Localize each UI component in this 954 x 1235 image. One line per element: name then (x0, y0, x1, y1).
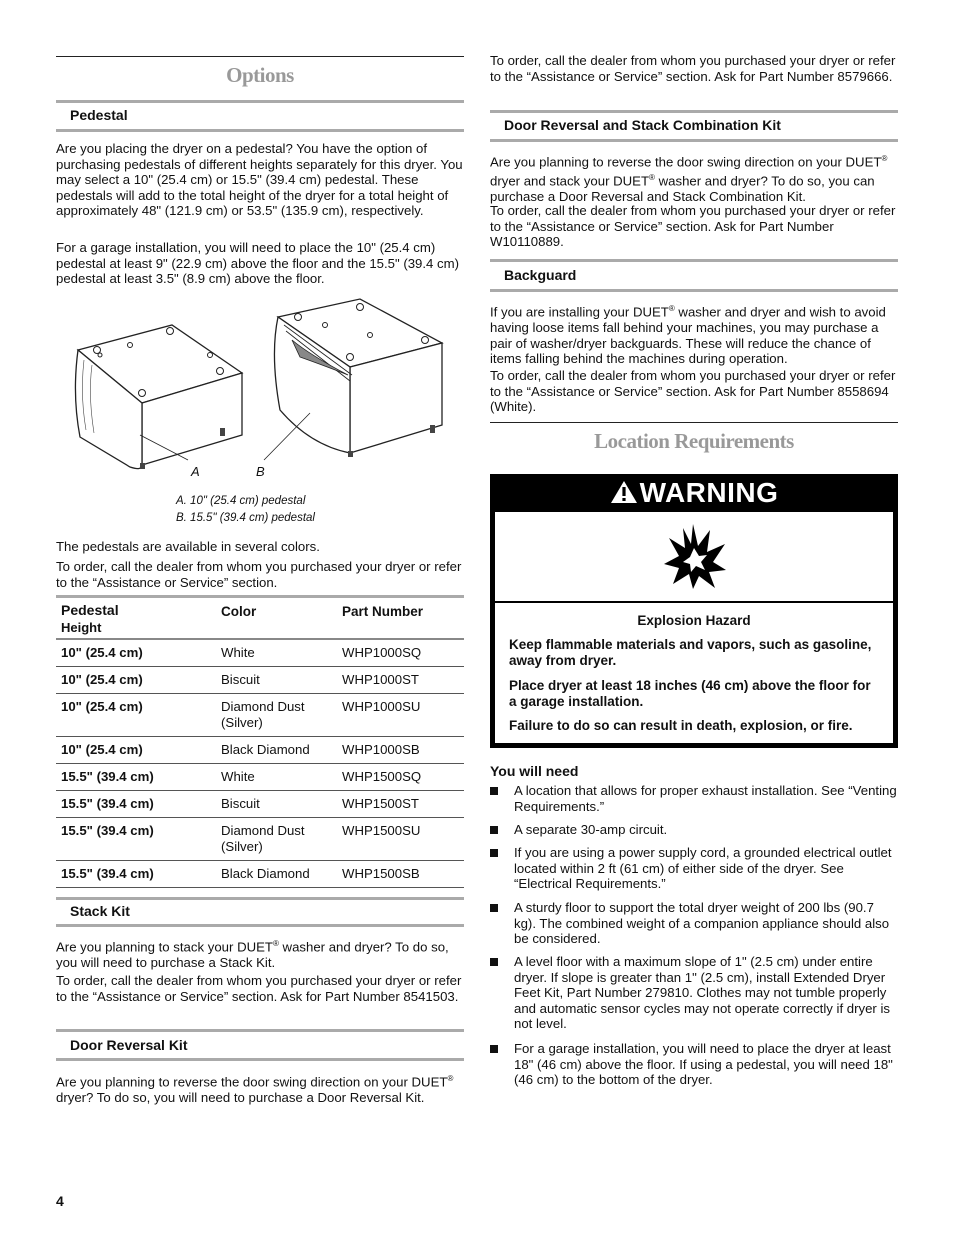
bullet-icon (490, 1045, 498, 1053)
table-row (56, 640, 464, 667)
bullet-icon (490, 826, 498, 834)
list-item-text: A sturdy floor to support the total dryer weight of 200 lbs (90.7 kg). The combined weight of a companion appliance should also be considered. (514, 900, 890, 947)
cell-color: Diamond Dust (221, 699, 305, 714)
cell-height: 15.5" (39.4 cm) (61, 866, 154, 881)
figure-caption-a: A. 10" (25.4 cm) pedestal (176, 495, 306, 507)
warning-line-2: Place dryer at least 18 inches (46 cm) above the floor for a garage installation. (509, 678, 871, 709)
warning-triangle-icon (610, 480, 638, 504)
cell-height: 10" (25.4 cm) (61, 672, 143, 687)
cell-color: Biscuit (221, 672, 260, 687)
stack-kit-heading: Stack Kit (70, 903, 130, 919)
warning-box (490, 474, 898, 748)
backguard-rule (490, 259, 898, 262)
bullet-icon (490, 849, 498, 857)
door-reversal-rule (56, 1029, 464, 1032)
table-header (56, 598, 464, 640)
header-height: Height (61, 620, 102, 635)
warning-hazard: Explosion Hazard (637, 613, 751, 628)
pedestal-table (56, 595, 464, 888)
cell-color: Diamond Dust (221, 823, 305, 838)
cell-part-number: WHP1500SQ (342, 769, 422, 784)
cell-part-number: WHP1500ST (342, 796, 419, 811)
cell-color: White (221, 769, 255, 784)
stack-kit-paragraph-1: Are you planning to stack your DUET® washer and dryer? To do so, you will need to purchase a Stack Kit. (56, 939, 449, 970)
top-rule (56, 56, 464, 57)
combo-kit-heading: Door Reversal and Stack Combination Kit (504, 117, 781, 133)
stack-kit-rule (56, 897, 464, 900)
combo-kit-paragraph-1: Are you planning to reverse the door swing direction on your DUET® dryer and stack your DUET® washer and dryer? To do so, you can purchase a Door Reversal and Stack Combination Kit. (490, 154, 888, 204)
list-item-text: A level floor with a maximum slope of 1" (2.5 cm) under entire dryer. If slope is greater than 1" (2.5 cm), install Extended Dryer Feet Kit, Part Number 279810. Clothes may not tumble properly and automatic sensor cycles may not operate correctly if dryer is not level. (514, 954, 890, 1032)
table-row (56, 791, 464, 818)
cell-part-number: WHP1000SB (342, 742, 420, 757)
cell-part-number: WHP1000SU (342, 699, 421, 714)
table-row (56, 764, 464, 791)
cell-height: 10" (25.4 cm) (61, 699, 143, 714)
cell-part-number: WHP1000ST (342, 672, 419, 687)
list-item-text: If you are using a power supply cord, a grounded electrical outlet located within 2 ft (61 cm) of either side of the dryer. See “Electrical Requirements.” (514, 845, 892, 892)
list-item-text: A separate 30-amp circuit. (514, 822, 668, 837)
pedestal-rule-bottom (56, 129, 464, 132)
backguard-rule-bottom (490, 289, 898, 292)
table-row (56, 667, 464, 694)
table-row (56, 861, 464, 888)
backguard-paragraph-1: If you are installing your DUET® washer and dryer and wish to avoid having loose items fall behind your machines, you may purchase a pair of washer/dryer backguards. These will reduce the chance of items falling behind the machines during operation. (490, 304, 886, 367)
header-pedestal: Pedestal (61, 602, 119, 618)
warning-line-3: Failure to do so can result in death, explosion, or fire. (509, 718, 853, 733)
options-title: Options (226, 63, 294, 87)
stack-kit-paragraph-2: To order, call the dealer from whom you purchased your dryer or refer to the “Assistance or Service” section. Ask for Part Number 8541503. (56, 973, 462, 1004)
combo-kit-rule (490, 110, 898, 113)
pedestal-paragraph-4: To order, call the dealer from whom you purchased your dryer or refer to the “Assistance or Service” section. (56, 559, 462, 590)
figure-label-b: B (256, 464, 265, 479)
location-title: Location Requirements (594, 429, 794, 453)
cell-color: Biscuit (221, 796, 260, 811)
cell-color: White (221, 645, 255, 660)
bullet-icon (490, 904, 498, 912)
cell-height: 10" (25.4 cm) (61, 645, 143, 660)
pedestal-heading: Pedestal (70, 107, 128, 123)
cell-height: 15.5" (39.4 cm) (61, 823, 154, 838)
stack-kit-rule-bottom (56, 924, 464, 927)
pedestal-paragraph-2: For a garage installation, you will need to place the 10" (25.4 cm) pedestal at least 9" (22.9 cm) above the floor and the 15.5" (39.4 cm) pedestal at least 3.5" (8.9 cm) above the floor. (56, 240, 460, 287)
table-row (56, 737, 464, 764)
location-top-rule (490, 422, 898, 423)
pedestal-paragraph-3: The pedestals are available in several colors. (56, 539, 320, 554)
cell-height: 15.5" (39.4 cm) (61, 796, 154, 811)
warning-image-panel (495, 512, 893, 601)
warning-header (490, 474, 898, 512)
explosion-icon (663, 522, 727, 590)
header-part-number: Part Number (342, 604, 424, 619)
door-reversal-paragraph-1: Are you planning to reverse the door swing direction on your DUET® dryer? To do so, you will need to purchase a Door Reversal Kit. (56, 1074, 454, 1105)
cell-color: Black Diamond (221, 742, 310, 757)
pedestal-paragraph-1: Are you placing the dryer on a pedestal? You have the option of purchasing pedestals of different heights separately for this dryer. You may select a 10" (25.4 cm) or 15.5" (39.4 cm) pedestal. These pedestals will add to the total height of the dryer for a total height of approximately 48" (121.9 cm) or 53.5" (135.9 cm), respectively. (56, 141, 463, 219)
figure-label-a: A (191, 464, 200, 479)
pedestal-illustration (70, 295, 450, 485)
cell-color-note: (Silver) (221, 715, 263, 730)
list-item-text: For a garage installation, you will need to place the dryer at least 18" (46 cm) above the floor. If using a pedestal, you will need 18" (46 cm) to the bottom of the dryer. (514, 1041, 893, 1088)
pedestal-a-foot (140, 463, 145, 469)
bullet-icon (490, 787, 498, 795)
pedestal-b-foot (348, 451, 353, 457)
backguard-heading: Backguard (504, 267, 577, 283)
cell-part-number: WHP1500SU (342, 823, 421, 838)
you-will-need-heading: You will need (490, 763, 579, 779)
pedestal-rule (56, 100, 464, 103)
door-reversal-rule-bottom (56, 1058, 464, 1061)
table-row (56, 818, 464, 861)
cell-height: 15.5" (39.4 cm) (61, 769, 154, 784)
warning-text-panel (495, 603, 893, 743)
header-color: Color (221, 604, 257, 619)
cell-part-number: WHP1000SQ (342, 645, 422, 660)
cell-color-note: (Silver) (221, 839, 263, 854)
door-reversal-heading: Door Reversal Kit (70, 1037, 188, 1053)
cell-height: 10" (25.4 cm) (61, 742, 143, 757)
backguard-paragraph-2: To order, call the dealer from whom you purchased your dryer or refer to the “Assistance or Service” section. Ask for Part Number 8558694 (White). (490, 368, 896, 415)
pedestal-b-foot (430, 425, 435, 433)
leader-line-b (264, 413, 310, 460)
cell-color: Black Diamond (221, 866, 310, 881)
door-reversal-paragraph-2: To order, call the dealer from whom you purchased your dryer or refer to the “Assistance or Service” section. Ask for Part Number 8579666. (490, 53, 896, 84)
table-row (56, 694, 464, 737)
page-number: 4 (56, 1193, 64, 1209)
pedestal-a-foot (220, 428, 225, 436)
warning-line-1: Keep flammable materials and vapors, such as gasoline, away from dryer. (509, 637, 872, 668)
figure-caption-b: B. 15.5" (39.4 cm) pedestal (176, 512, 315, 524)
combo-kit-rule-bottom (490, 139, 898, 142)
cell-part-number: WHP1500SB (342, 866, 420, 881)
warning-label: WARNING (639, 477, 779, 508)
list-item-text: A location that allows for proper exhaust installation. See “Venting Requirements.” (514, 783, 897, 814)
bullet-icon (490, 958, 498, 966)
combo-kit-paragraph-2: To order, call the dealer from whom you purchased your dryer or refer to the “Assistance or Service” section. Ask for Part Number W10110889. (490, 203, 896, 250)
